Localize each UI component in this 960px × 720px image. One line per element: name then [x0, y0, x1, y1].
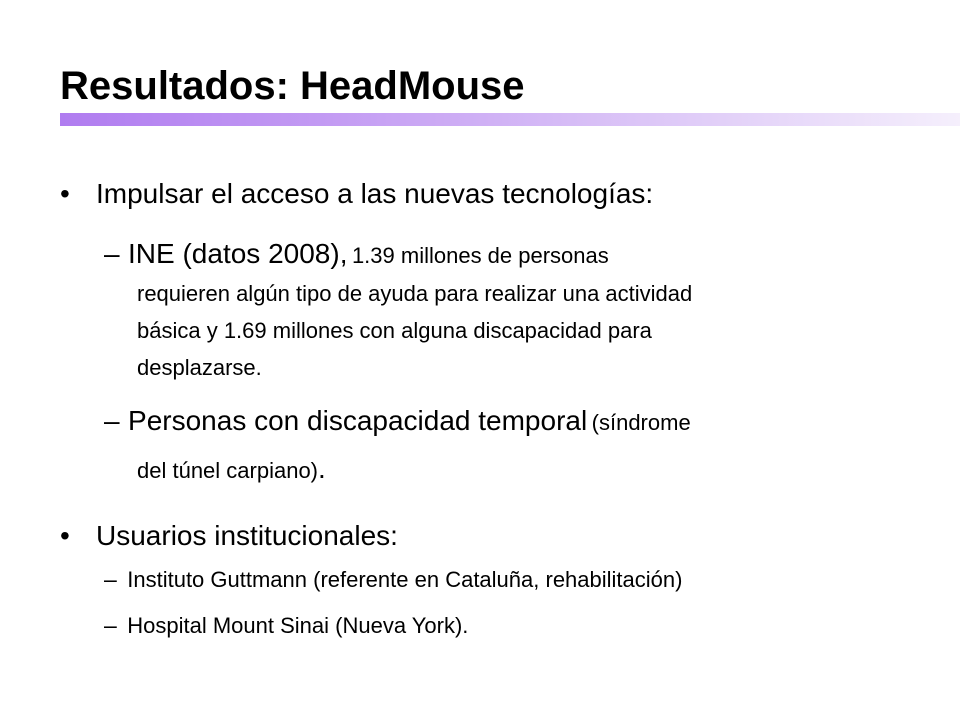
bullet-2-text: Usuarios institucionales: — [96, 520, 398, 551]
bullet-glyph: • — [60, 178, 70, 209]
subitem-1-1-line-3: desplazarse. — [137, 355, 262, 380]
bullet-2 — [60, 522, 398, 550]
bullet-1 — [60, 180, 653, 208]
subitem-1-2-period: . — [318, 453, 326, 484]
subitem-1-1-lead: INE (datos 2008), — [128, 238, 348, 269]
dash-glyph: – — [104, 566, 117, 592]
subitem-1-1-line-1: requieren algún tipo de ayuda para realizar una actividad — [137, 281, 693, 306]
dash-glyph: – — [104, 238, 120, 269]
subitem-1-1 — [104, 238, 609, 270]
subitem-2-2 — [104, 612, 468, 639]
subitem-1-2-line-1 — [137, 455, 326, 483]
subitem-2-1-text: Instituto Guttmann (referente en Cataluña, rehabilitación) — [127, 567, 683, 592]
subitem-1-2-lead: Personas con discapacidad temporal — [128, 405, 588, 436]
subitem-2-2-text: Hospital Mount Sinai (Nueva York). — [127, 613, 469, 638]
subitem-1-2-line-1-text: del túnel carpiano) — [137, 458, 319, 483]
subitem-1-2-rest: (síndrome — [591, 410, 691, 435]
title-underline-gradient — [60, 113, 960, 126]
bullet-1-text: Impulsar el acceso a las nuevas tecnologías: — [96, 178, 654, 209]
bullet-glyph: • — [60, 520, 70, 551]
dash-glyph: – — [104, 612, 117, 638]
subitem-2-1 — [104, 566, 682, 593]
subitem-1-2 — [104, 405, 691, 437]
slide-title: Resultados: HeadMouse — [60, 64, 525, 108]
subitem-1-1-rest: 1.39 millones de personas — [351, 243, 609, 268]
dash-glyph: – — [104, 405, 120, 436]
subitem-1-1-line-2: básica y 1.69 millones con alguna discapacidad para — [137, 318, 652, 343]
